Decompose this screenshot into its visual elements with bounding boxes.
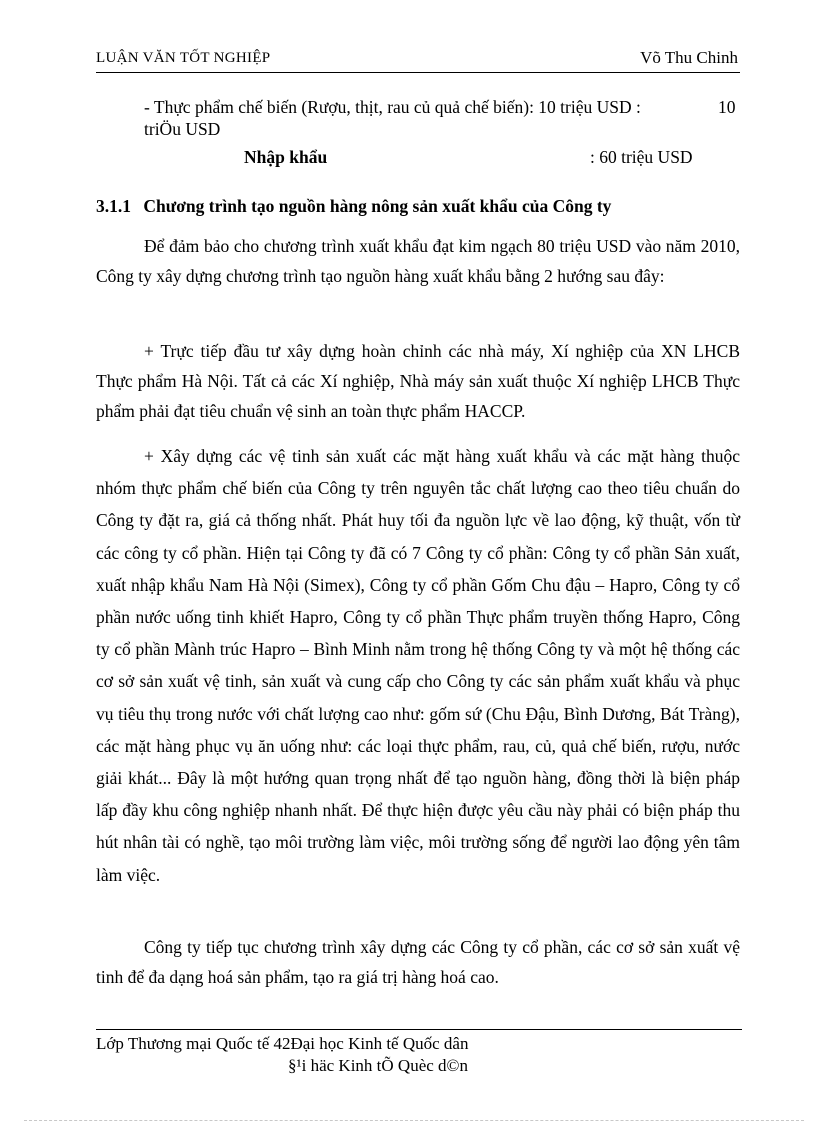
paragraph-1: Để đảm bảo cho chương trình xuất khẩu đạt kim ngạch 80 triệu USD vào năm 2010, Công ty xây dựng chương trình tạo nguồn hàng xuất khẩu bằng 2 hướng sau đây: [96, 236, 740, 286]
paragraph-2: + Trực tiếp đầu tư xây dựng hoàn chỉnh các nhà máy, Xí nghiệp của XN LHCB Thực phẩm Hà Nội. Tất cả các Xí nghiệp, Nhà máy sản xuất thuộc Xí nghiệp LHCB Thực phẩm phải đạt tiêu chuẩn vệ sinh an toàn thực phẩm HACCP. [96, 341, 740, 421]
footer-university-line: §¹i häc Kinh tÕ Quèc d©n [288, 1056, 468, 1075]
footer-class-line: Lớp Thương mại Quốc tế 42Đại học Kinh tế Quốc dân [96, 1034, 469, 1053]
intro-unit-line: triÖu USD [144, 119, 221, 139]
import-label: Nhập khẩu [244, 147, 328, 167]
intro-block [96, 96, 740, 176]
section-title: Chương trình tạo nguồn hàng nông sản xuất khẩu của Công ty [143, 196, 612, 216]
page-header [96, 48, 740, 73]
intro-processed-food-value: 10 [718, 97, 736, 117]
header-thesis-label: LUẬN VĂN TỐT NGHIỆP [96, 50, 271, 66]
section-number: 3.1.1 [96, 196, 131, 216]
paragraph-3-block [96, 440, 740, 891]
paragraph-4: Công ty tiếp tục chương trình xây dựng các Công ty cổ phần, các cơ sở sản xuất vệ tinh để đa dạng hoá sản phẩm, tạo ra giá trị hàng hoá cao. [96, 937, 740, 987]
page-bottom-edge [24, 1120, 804, 1121]
paragraph-4-block [96, 932, 740, 992]
footer-divider [96, 1029, 742, 1030]
import-value: : 60 triệu USD [590, 147, 693, 167]
header-author-name: Võ Thu Chinh [640, 48, 738, 67]
intro-processed-food-line: - Thực phẩm chế biến (Rượu, thịt, rau củ quả chế biến): 10 triệu USD : [144, 97, 641, 117]
paragraph-3: + Xây dựng các vệ tinh sản xuất các mặt hàng xuất khẩu và các mặt hàng thuộc nhóm thực phẩm chế biến của Công ty trên nguyên tắc chất lượng cao theo tiêu chuẩn do Công ty đặt ra, giá cả thống nhất. Phát huy tối đa nguồn lực về lao động, kỹ thuật, vốn từ các công ty cổ phần. Hiện tại Công ty đã có 7 Công ty cổ phần: Công ty cổ phần Sản xuất, xuất nhập khẩu Nam Hà Nội (Simex), Công ty cổ phần Gốm Chu đậu – Hapro, Công ty cổ phần nước uống tinh khiết Hapro, Công ty cổ phần Thực phẩm truyền thống Hapro, Công ty cổ phần Mành trúc Hapro – Bình Minh nằm trong hệ thống Công ty và một hệ thống các cơ sở sản xuất vệ tinh, sản xuất và cung cấp cho Công ty các sản phẩm xuất khẩu và phục vụ tiêu thụ trong nước với chất lượng cao như: gốm sứ (Chu Đậu, Bình Dương, Bát Tràng), các mặt hàng phục vụ ăn uống như: các loại thực phẩm, rau, củ, quả chế biến, rượu, nước giải khát... Đây là một hướng quan trọng nhất để tạo nguồn hàng, đồng thời là biện pháp lấp đầy khu công nghiệp nhanh nhất. Để thực hiện được yêu cầu này phải có biện pháp thu hút nhân tài có nghề, tạo môi trường làm việc, môi trường sống để người lao động yên tâm làm việc. [96, 446, 740, 885]
paragraph-1-block [96, 231, 740, 291]
section-heading [96, 194, 740, 218]
paragraph-2-block [96, 336, 740, 426]
